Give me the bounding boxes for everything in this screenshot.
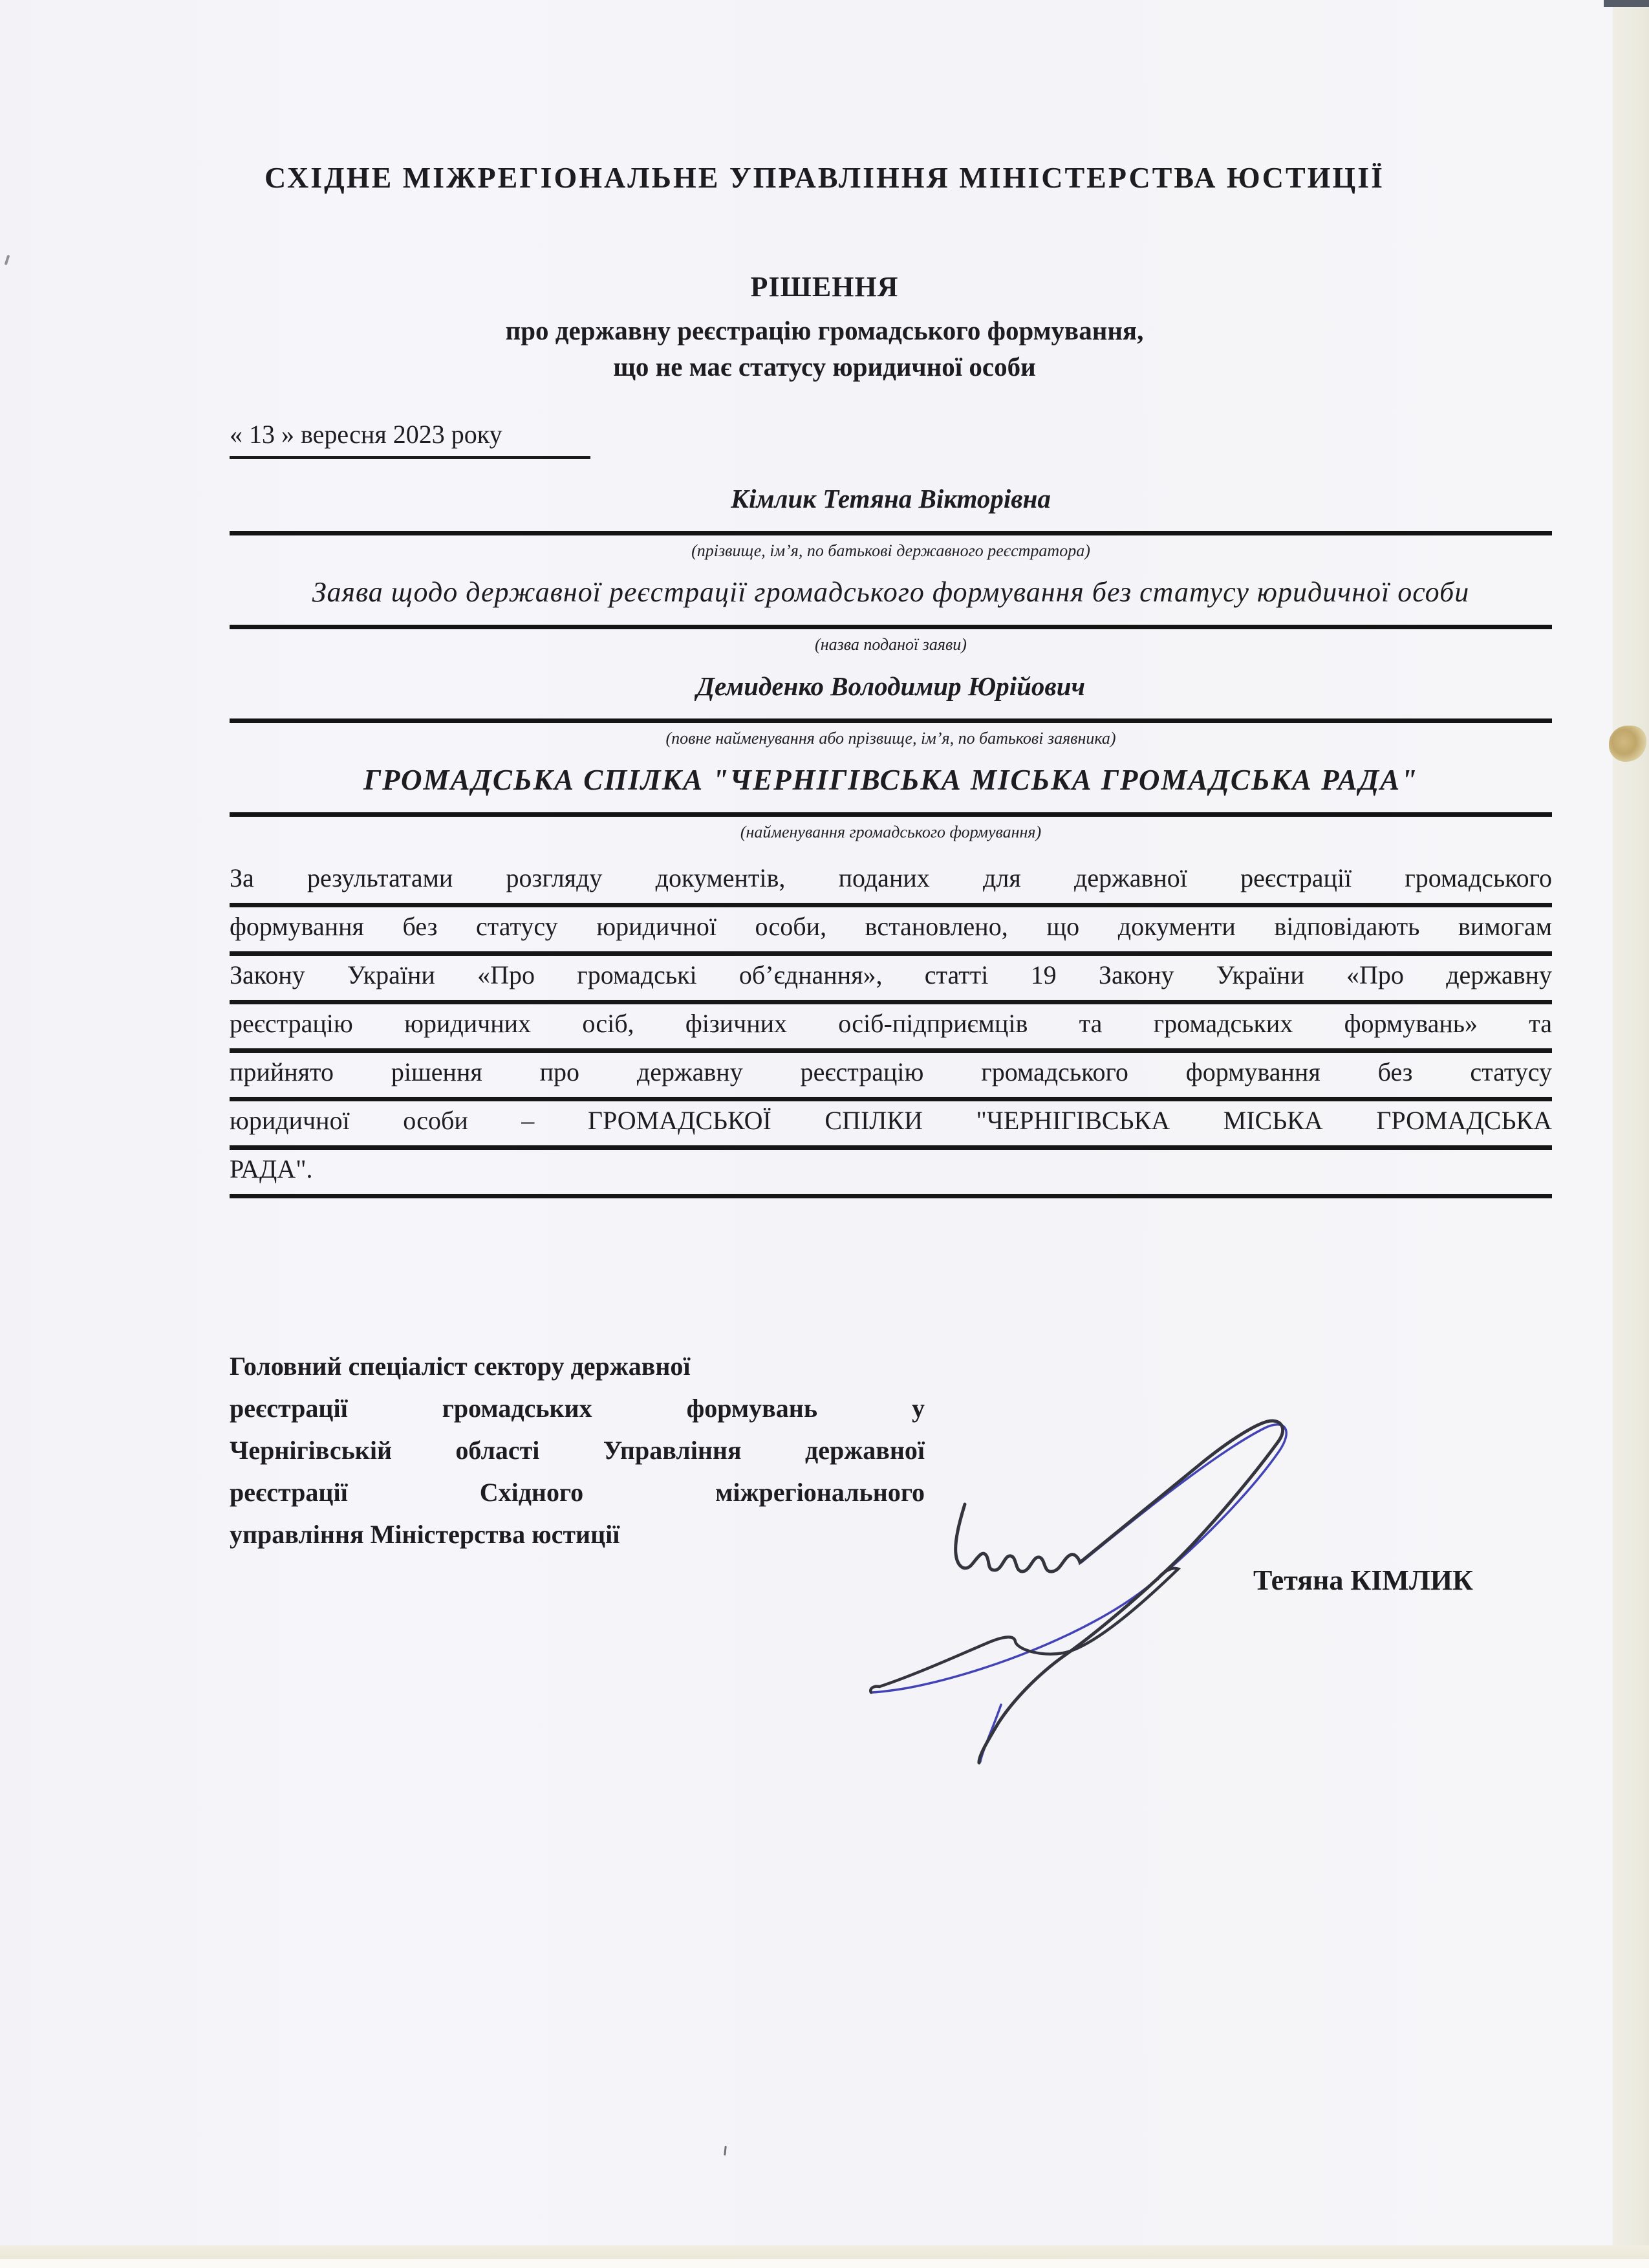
signature-dark-stroke xyxy=(956,1421,1283,1763)
applicant-name: Демиденко Володимир Юрійович xyxy=(230,669,1552,723)
decision-body xyxy=(230,859,1552,1198)
application-field xyxy=(230,576,1552,655)
signer-name: Тетяна КІМЛИК xyxy=(1253,1564,1473,1596)
application-name: Заява щодо державної реєстрації громадського формування без статусу юридичної особи xyxy=(230,576,1552,629)
formation-name: ГРОМАДСЬКА СПІЛКА "ЧЕРНІГІВСЬКА МІСЬКА ГРОМАДСЬКА РАДА" xyxy=(230,763,1552,817)
scan-edge-bottom-white xyxy=(0,2259,1649,2268)
signature-wave-stroke xyxy=(870,1568,1178,1692)
formation-caption: (найменування громадського формування) xyxy=(740,823,1042,841)
scan-edge-top-right-strip xyxy=(1604,0,1649,7)
decision-title: РІШЕННЯ xyxy=(750,271,899,303)
signer-title-line: реєстрації громадських формувань у xyxy=(230,1394,925,1423)
body-line: Закону України «Про громадські об’єднання», статті 19 Закону України «Про державну xyxy=(230,956,1552,1004)
registrar-caption: (прізвище, ім’я, по батькові державного реєстратора) xyxy=(691,541,1090,560)
date-line: « 13 » вересня 2023 року xyxy=(230,419,590,459)
handwritten-signature xyxy=(854,1403,1313,1778)
formation-field xyxy=(230,763,1552,843)
signer-title-line: реєстрації Східного міжрегіонального xyxy=(230,1478,925,1507)
body-line: прийнято рішення про державну реєстрацію громадського формування без статусу xyxy=(230,1053,1552,1101)
body-line: реєстрацію юридичних осіб, фізичних осіб-підприємців та громадських формувань» та xyxy=(230,1004,1552,1053)
paper-speck xyxy=(5,255,10,265)
signer-title-line: управління Міністерства юстиції xyxy=(230,1520,620,1549)
decision-heading xyxy=(0,270,1649,385)
scan-edge-bottom-band xyxy=(0,2245,1649,2259)
signer-title-line: Чернігівській області Управління державної xyxy=(230,1436,925,1465)
signer-position-title xyxy=(230,1345,925,1555)
signer-title-line: Головний спеціаліст сектору державної xyxy=(230,1352,691,1381)
application-caption: (назва поданої заяви) xyxy=(815,635,967,654)
registrar-name: Кімлик Тетяна Вікторівна xyxy=(230,482,1552,535)
organization-title: СХІДНЕ МІЖРЕГІОНАЛЬНЕ УПРАВЛІННЯ МІНІСТЕРСТВА ЮСТИЦІЇ xyxy=(264,161,1385,194)
registrar-field xyxy=(230,482,1552,561)
body-line: За результатами розгляду документів, поданих для державної реєстрації громадського xyxy=(230,859,1552,907)
signature-blue-stroke xyxy=(871,1425,1286,1762)
decision-subtitle-line1: про державну реєстрацію громадського формування, xyxy=(505,316,1144,345)
paper-speck xyxy=(724,2146,727,2155)
applicant-caption: (повне найменування або прізвище, ім’я, по батькові заявника) xyxy=(665,729,1116,748)
decision-subtitle-line2: що не має статусу юридичної особи xyxy=(613,352,1036,382)
form-fields xyxy=(230,482,1552,857)
body-line: РАДА". xyxy=(230,1150,1552,1198)
applicant-field xyxy=(230,669,1552,749)
body-line: юридичної особи – ГРОМАДСЬКОЇ СПІЛКИ "ЧЕРНІГІВСЬКА МІСЬКА ГРОМАДСЬКА xyxy=(230,1101,1552,1150)
body-line: формування без статусу юридичної особи, встановлено, що документи відповідають вимогам xyxy=(230,907,1552,956)
